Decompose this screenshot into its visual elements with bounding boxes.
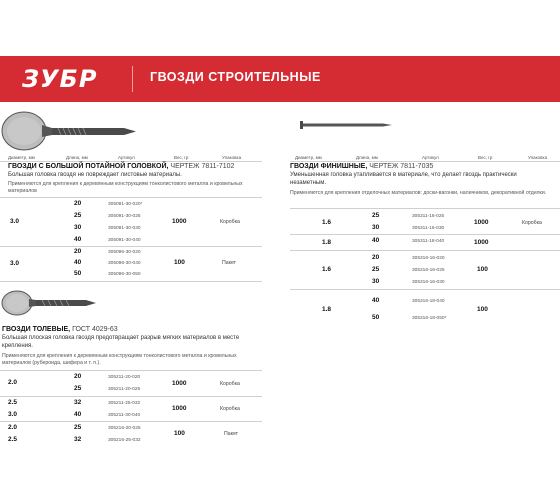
- article-value: 305211-20-020: [108, 375, 141, 380]
- hdr-diameter: Диаметр, мм: [295, 155, 322, 160]
- hdr-article: Артикул: [422, 155, 439, 160]
- article-value: 305091-30-030: [108, 226, 141, 231]
- page-title: ГВОЗДИ СТРОИТЕЛЬНЫЕ: [150, 70, 321, 84]
- divider: [0, 421, 262, 422]
- packing-value: Коробка: [220, 381, 240, 387]
- section-title: [8, 163, 234, 170]
- article-value: 305096-30-040: [108, 261, 141, 266]
- section-title: [290, 163, 433, 170]
- weight-value: 100: [174, 259, 185, 266]
- section-standard: ЧЕРТЕЖ 7811-7102: [170, 163, 235, 170]
- article-value: 305211-30-040: [108, 413, 141, 418]
- weight-value: 100: [477, 306, 488, 313]
- divider: [290, 161, 560, 162]
- diameter-value: 2.0: [8, 424, 18, 431]
- length-value: 40: [74, 259, 82, 266]
- diameter-value: 1.6: [322, 219, 332, 226]
- article-value: 305216-25-032: [108, 438, 141, 443]
- section-standard: ЧЕРТЕЖ 7811-7035: [369, 163, 434, 170]
- roofing-nail-illustration: [0, 290, 140, 320]
- length-value: 50: [372, 314, 380, 321]
- brand-logo: [22, 64, 97, 94]
- hdr-packing: Упаковка: [528, 155, 548, 160]
- article-value: 305311-16-025: [412, 214, 445, 219]
- diameter-value: 2.5: [8, 436, 18, 443]
- divider: [0, 161, 262, 162]
- packing-value: Коробка: [220, 219, 240, 225]
- length-value: 32: [74, 399, 82, 406]
- length-value: 20: [74, 248, 82, 255]
- article-value: 305091-30-020*: [108, 202, 143, 207]
- article-value: 305311-16-030: [412, 226, 445, 231]
- length-value: 32: [74, 436, 82, 443]
- diameter-value: 1.8: [322, 239, 332, 246]
- weight-value: 1000: [172, 218, 187, 225]
- article-value: 305316-16-025: [412, 268, 445, 273]
- length-value: 40: [372, 237, 380, 244]
- article-value: 305316-18-040: [412, 299, 445, 304]
- divider: [0, 246, 262, 247]
- section-title: [2, 326, 118, 333]
- section-description: Большая плоская головка гвоздя предотвращает разрыв мягких материалов в месте крепления.: [2, 335, 240, 349]
- length-value: 40: [74, 236, 82, 243]
- divider: [290, 289, 560, 290]
- section-title-text: ГВОЗДИ ТОЛЕВЫЕ,: [2, 326, 71, 333]
- divider: [290, 234, 560, 235]
- divider: [0, 197, 262, 198]
- weight-value: 1000: [474, 219, 489, 226]
- article-value: 305211-20-025: [108, 387, 141, 392]
- length-value: 25: [74, 385, 82, 392]
- section-standard: ГОСТ 4029-63: [72, 326, 118, 333]
- section-title-text: ГВОЗДИ С БОЛЬШОЙ ПОТАЙНОЙ ГОЛОВКОЙ,: [8, 163, 169, 170]
- hdr-length: Длина, мм: [66, 155, 88, 160]
- article-value: 305096-30-050: [108, 272, 141, 277]
- hdr-weight: Вес, гр: [174, 155, 189, 160]
- article-value: 305316-16-030: [412, 280, 445, 285]
- section-description: Большая головка гвоздя не повреждает листовые материалы.: [8, 172, 182, 178]
- weight-value: 1000: [172, 380, 187, 387]
- roofing-nail-icon: [2, 291, 96, 315]
- section-note: Применяются для крепления к деревянным конструкциям тонколистового металла и кровельных материалов (рубероида, шифера и т. п.).: [2, 353, 237, 366]
- article-value: 305091-30-040: [108, 238, 141, 243]
- length-value: 20: [74, 373, 82, 380]
- hdr-packing: Упаковка: [222, 155, 242, 160]
- section-title-text: ГВОЗДИ ФИНИШНЫЕ,: [290, 163, 368, 170]
- length-value: 20: [372, 254, 380, 261]
- hdr-weight: Вес, гр: [478, 155, 493, 160]
- length-value: 40: [74, 411, 82, 418]
- divider: [0, 370, 262, 371]
- diameter-value: 2.0: [8, 379, 18, 386]
- packing-value: Пакет: [222, 260, 237, 266]
- article-value: 305316-16-020: [412, 256, 445, 261]
- length-value: 40: [372, 297, 380, 304]
- length-value: 20: [74, 200, 82, 207]
- section-description: Уменьшенная головка утапливается в материале, что делает гвоздь практически незаметным.: [290, 172, 517, 186]
- article-value: 305091-30-025: [108, 214, 141, 219]
- length-value: 25: [372, 266, 380, 273]
- diameter-value: 1.6: [322, 266, 332, 273]
- length-value: 30: [372, 278, 380, 285]
- hdr-article: Артикул: [118, 155, 135, 160]
- length-value: 50: [74, 270, 82, 277]
- article-value: 305216-20-025: [108, 426, 141, 431]
- article-value: 305311-18-040: [412, 239, 445, 244]
- large-head-nail-icon: [2, 112, 136, 150]
- packing-value: Пакет: [224, 431, 239, 437]
- divider: [290, 208, 560, 209]
- weight-value: 1000: [172, 405, 187, 412]
- section-note: Применяются для крепления к деревянным конструкциям тонколистового металла и кровельных материалов: [8, 181, 243, 194]
- diameter-value: 1.8: [322, 306, 332, 313]
- divider: [0, 281, 262, 282]
- length-value: 30: [74, 224, 82, 231]
- article-value: 305211-25-032: [108, 401, 141, 406]
- length-value: 25: [74, 424, 82, 431]
- finish-nail-icon: [300, 121, 392, 129]
- diameter-value: 3.0: [10, 218, 20, 225]
- weight-value: 100: [174, 430, 185, 437]
- hdr-diameter: Диаметр, мм: [8, 155, 35, 160]
- divider: [0, 396, 262, 397]
- weight-value: 100: [477, 266, 488, 273]
- divider: [290, 250, 560, 251]
- section-note: Применяются для крепления отделочных материалов: доски-вагонки, наличников, декоративной отделки.: [290, 190, 547, 196]
- article-value: 305316-18-050*: [412, 316, 447, 321]
- brand-name: ЗУБР: [22, 65, 98, 93]
- weight-value: 1000: [474, 239, 489, 246]
- diameter-value: 2.5: [8, 399, 18, 406]
- packing-value: Коробка: [220, 406, 240, 412]
- length-value: 30: [372, 224, 380, 231]
- diameter-value: 3.0: [8, 411, 18, 418]
- diameter-value: 3.0: [10, 260, 20, 267]
- banner-divider: [132, 66, 133, 92]
- article-value: 305096-30-020: [108, 250, 141, 255]
- packing-value: Коробка: [522, 220, 542, 226]
- length-value: 25: [372, 212, 380, 219]
- hdr-length: Длина, мм: [356, 155, 378, 160]
- length-value: 25: [74, 212, 82, 219]
